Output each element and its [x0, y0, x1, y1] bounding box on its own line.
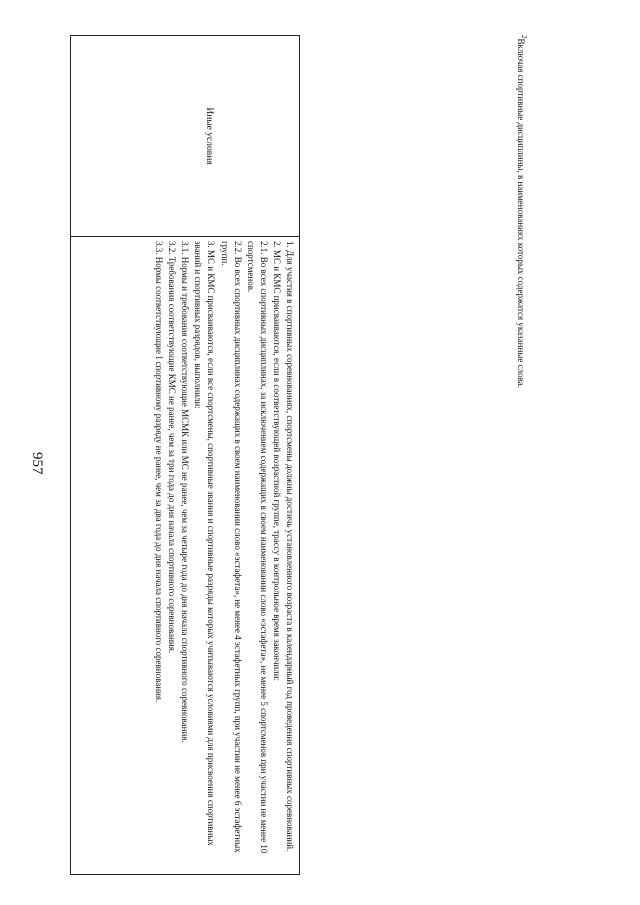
condition-item: 2.1. Во всех спортивных дисциплинах, за исключением содержащих в своем наименовании слово «эстафета», не менее 5 спортсменов при участии не менее 10 спортсменов.: [245, 241, 269, 854]
condition-item: 3.1. Нормы и требования соответствующие МСМК или МС не ранее, чем за четыре года до дня начала спортивного соревнования.: [180, 241, 191, 743]
page-number: 957: [29, 452, 45, 475]
condition-item: 3.2. Требования соответствующие КМС не ранее, чем за три года до дня начала спортивного соревнования.: [167, 241, 178, 654]
condition-item: 3.3. Нормы соответствующие I спортивному разряду не ранее, чем за два года до дня начала спортивного соревнования.: [154, 241, 165, 703]
condition-item: 2. МС и КМС присваиваются, если в соответствующей возрастной группе, трассу в контрольное время закончили:: [271, 241, 282, 682]
condition-item: 1. Для участия в спортивных соревнованиях, спортсмены должны достичь установленного возраста в календарный год проведения спортивных соревнований.: [285, 241, 295, 852]
rotated-page-content: [70, 35, 300, 875]
footnote-text: Включая спортивные дисциплины, в наименованиях которых содержатся указанные слова.: [516, 38, 526, 388]
conditions-list: [149, 237, 299, 874]
condition-item: 2.2. Во всех спортивных дисциплинах содержащих в своем наименовании слово «эстафета», не менее 4 эстафетных групп, при участии не менее 6 эстафетных групп.: [219, 241, 243, 853]
condition-item: 3. МС и КМС присваиваются, если все спортсмены, спортивные звания и спортивные разряды которых учитываются условиями для присвоения спортивных званий и спортивных разрядов, выполнили:: [193, 241, 217, 846]
label-column: [71, 36, 299, 237]
footnote: [516, 35, 528, 875]
label-other-conditions: Иные условия: [204, 107, 214, 165]
footnote-mark: 2: [520, 35, 528, 39]
conditions-table: [70, 35, 300, 875]
